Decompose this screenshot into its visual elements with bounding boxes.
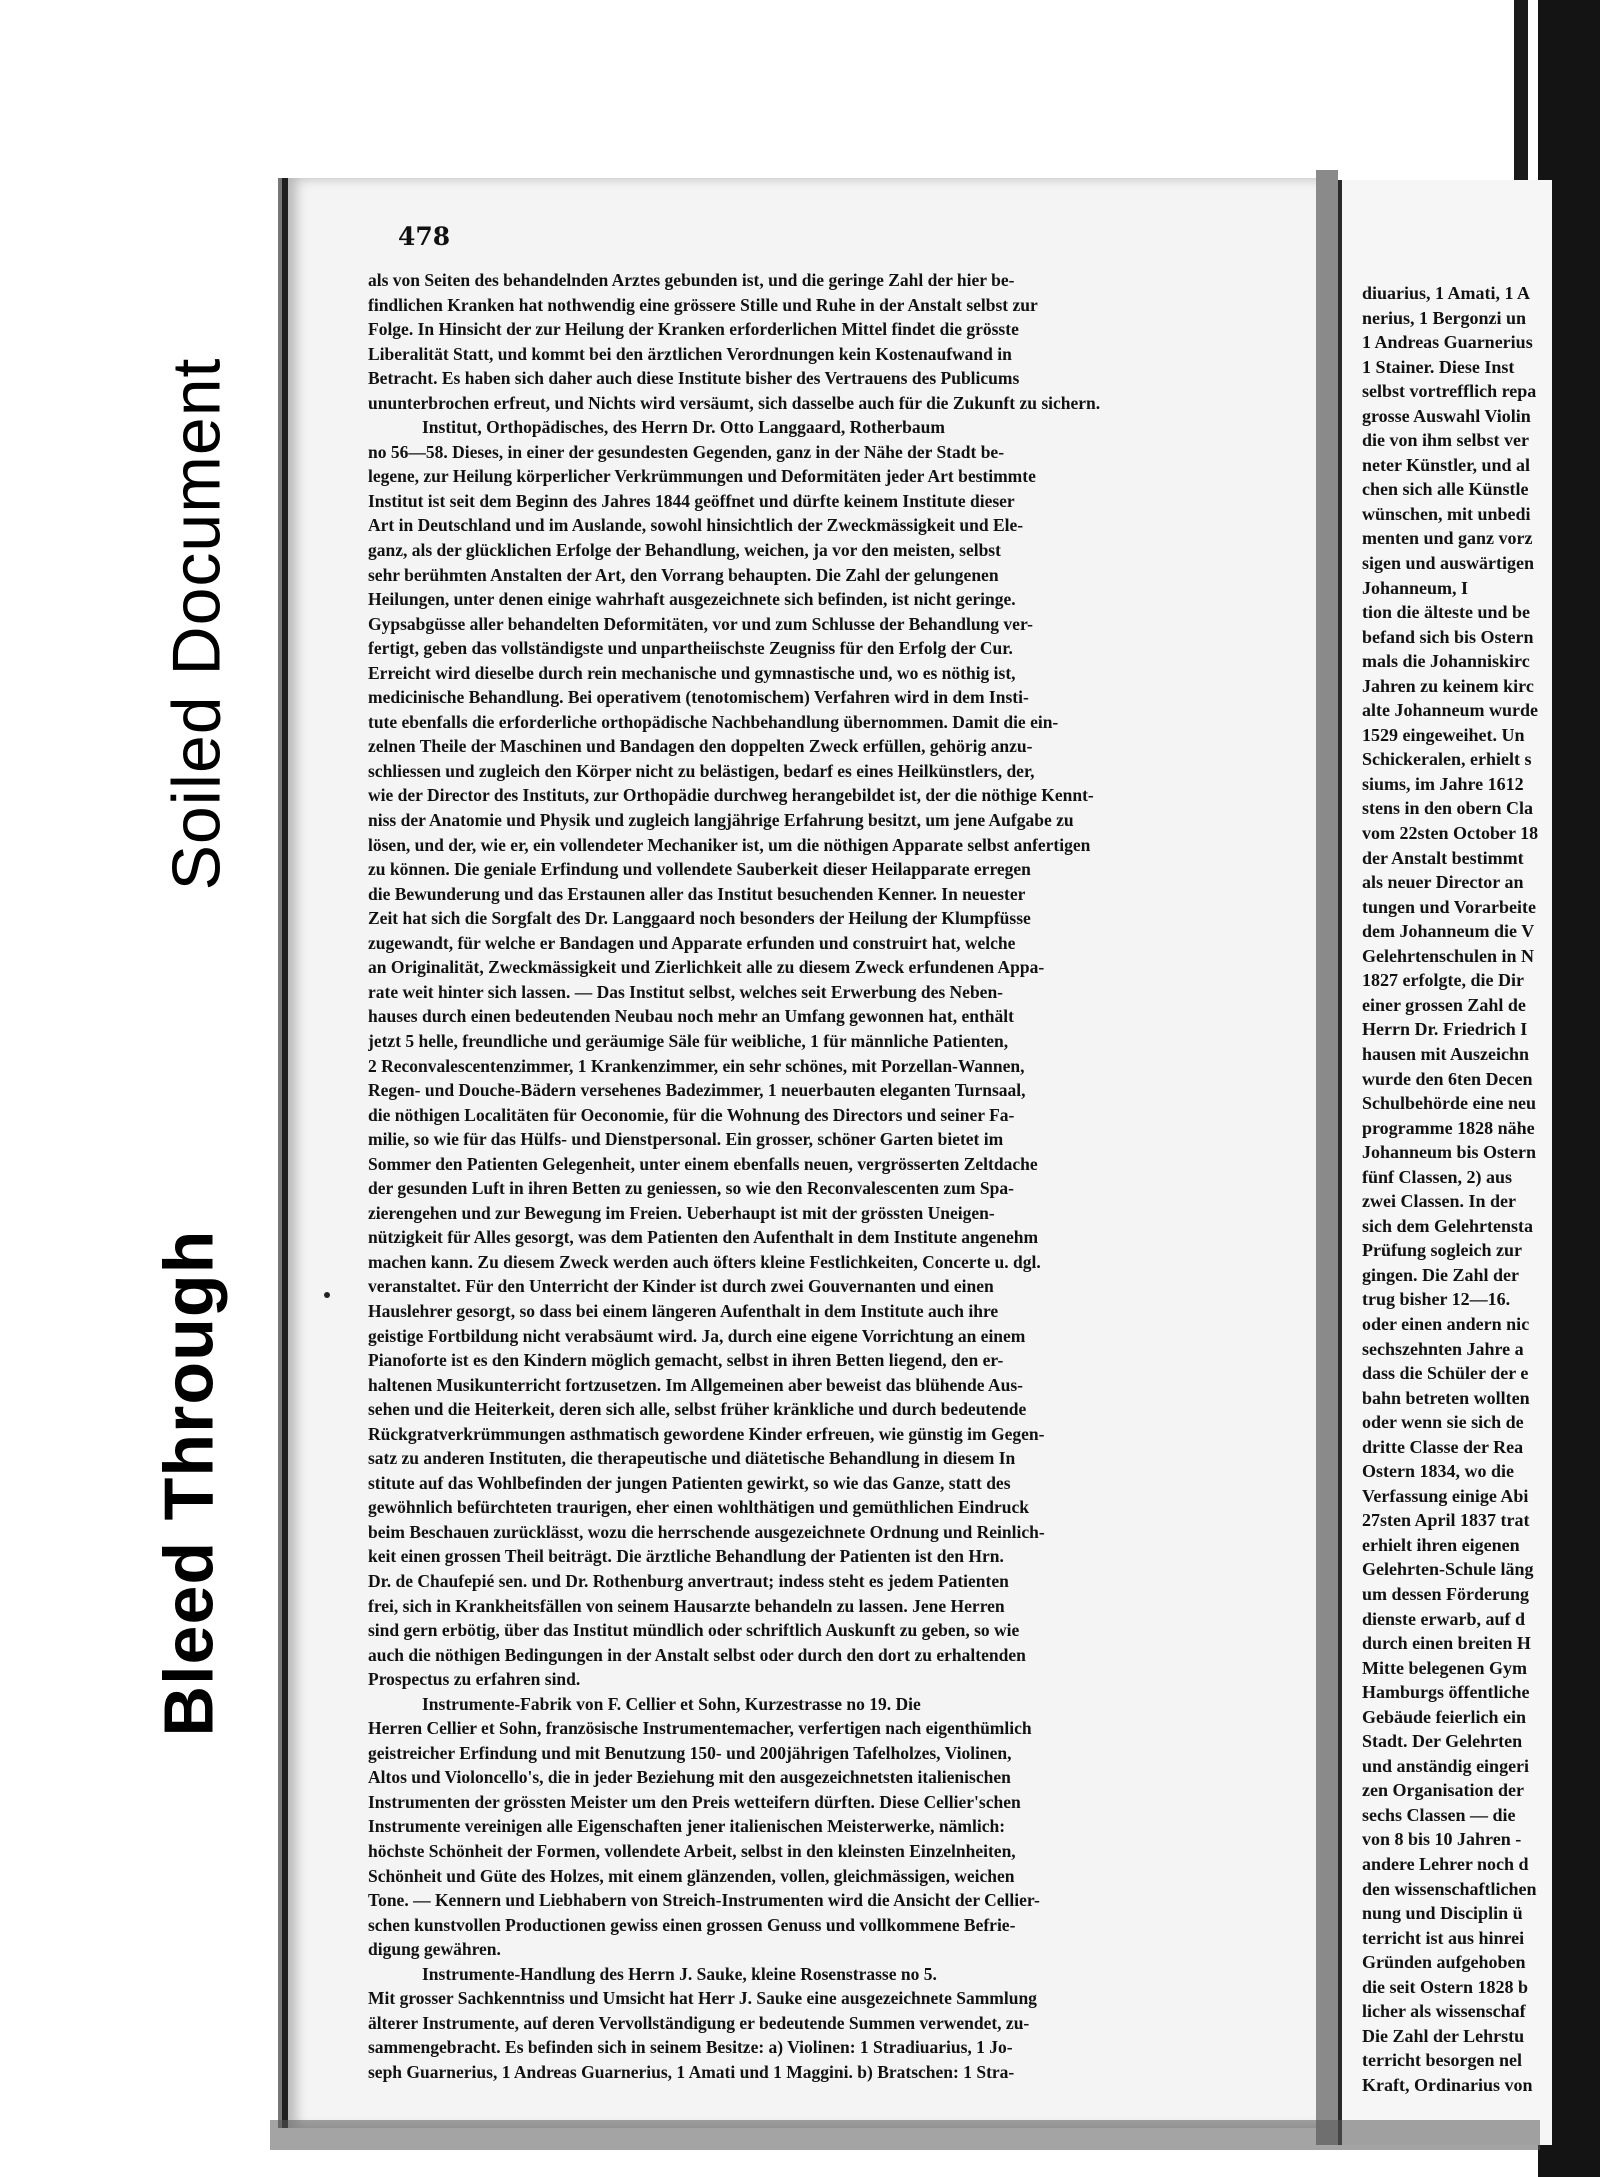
text-line: geistige Fortbildung nicht verabsäumt wird. Ja, durch eine eigene Vorrichtung an einem (368, 1325, 1026, 1346)
main-text-column (368, 268, 1280, 2084)
text-line: ganz, als der glücklichen Erfolge der Behandlung, weichen, ja vor den meisten, selbst (368, 540, 1001, 561)
text-line: zierengehen und zur Bewegung im Freien. Ueberhaupt ist mit der grössten Uneigen- (368, 1202, 995, 1223)
text-line: beim Beschauen zurücklässt, wozu die herrschende ausgezeichnete Ordnung und Reinlich- (368, 1521, 1045, 1542)
right-text-line: licher als wissenschaf (1362, 2001, 1526, 2022)
text-line: Herren Cellier et Sohn, französische Instrumentemacher, verfertigen nach eigenthümlich (368, 1718, 1032, 1739)
right-text-line: 1 Andreas Guarnerius (1362, 332, 1533, 353)
right-text-line: bahn betreten wollten (1362, 1387, 1530, 1408)
right-text-line: Hamburgs öffentliche (1362, 1682, 1530, 1703)
right-text-line: Die Zahl der Lehrstu (1362, 2025, 1525, 2046)
right-text-line: von 8 bis 10 Jahren - (1362, 1829, 1522, 1850)
right-text-line: siums, im Jahre 1612 (1362, 773, 1524, 794)
text-line: Pianoforte ist es den Kindern möglich gemacht, selbst in ihren Betten liegend, den er- (368, 1350, 1004, 1371)
right-text-line: andere Lehrer noch d (1362, 1854, 1529, 1874)
ink-speck (324, 1292, 330, 1298)
text-line: Dr. de Chaufepié sen. und Dr. Rothenburg anvertraut; indess steht es jedem Patienten (368, 1570, 1009, 1591)
right-text-line: Gebäude feierlich ein (1362, 1706, 1526, 1727)
right-page (1338, 180, 1552, 2145)
right-text-line: Gelehrten-Schule läng (1362, 1559, 1534, 1580)
right-text-line: Prüfung sogleich zur (1362, 1240, 1522, 1261)
text-line: sind gern erbötig, über das Institut mündlich oder schriftlich Auskunft zu geben, so wie (368, 1620, 1020, 1641)
right-text-line: trug bisher 12—16. (1362, 1289, 1511, 1310)
right-text-line: tungen und Vorarbeite (1362, 896, 1537, 917)
text-line: zelnen Theile der Maschinen und Bandagen den doppelten Zweck erfüllen, gehörig anzu- (368, 736, 1033, 757)
soiled-document-label (132, 318, 260, 930)
text-line: lösen, und der, wie er, ein vollendeter Mechaniker ist, um die nöthigen Apparate selbst anfertigen (368, 834, 1091, 855)
text-line: Altos und Violoncello's, die in jeder Beziehung mit den ausgezeichnetsten italienischen (368, 1767, 1011, 1788)
right-text-line: dienste erwarb, auf d (1362, 1608, 1525, 1629)
text-line: rate weit hinter sich lassen. — Das Institut selbst, welches seit Erwerbung des Neben- (368, 981, 1003, 1002)
text-line: die Bewunderung und das Erstaunen aller das Institut besuchenden Kenner. In neuester (368, 883, 1026, 904)
right-text-line: programme 1828 nähe (1362, 1117, 1535, 1138)
right-text-line: 1827 erfolgte, die Dir (1362, 970, 1524, 991)
right-text-line: selbst vortrefflich repa (1362, 381, 1537, 402)
text-line: als von Seiten des behandelnden Arztes gebunden ist, und die geringe Zahl der hier be- (368, 270, 1015, 290)
right-text-line: einer grossen Zahl de (1362, 994, 1526, 1015)
text-line: 2 Reconvalescentenzimmer, 1 Krankenzimmer, ein sehr schönes, mit Porzellan-Wannen, (368, 1055, 1025, 1076)
right-text-line: chen sich alle Künstle (1362, 479, 1529, 500)
right-text-line: diuarius, 1 Amati, 1 A (1362, 283, 1531, 303)
right-text-line: terricht ist aus hinrei (1362, 1927, 1525, 1948)
text-line: haltenen Musikunterricht fortzusetzen. Im Allgemeinen aber beweist das blühende Aus- (368, 1374, 1023, 1395)
right-text-line: Gründen aufgehoben (1362, 1952, 1526, 1973)
text-line: gewöhnlich befürchteten traurigen, eher einen wohlthätigen und gemüthlichen Eindruck (368, 1497, 1029, 1518)
text-line: jetzt 5 helle, freundliche und geräumige Säle für weibliche, 1 für männliche Patienten, (368, 1030, 1009, 1051)
scan-edge-shadow-small (1514, 0, 1528, 190)
text-line: geistreicher Erfindung und mit Benutzung 150- und 200jährigen Tafelholzes, Violinen, (368, 1742, 1012, 1763)
text-line: Institut ist seit dem Beginn des Jahres 1844 geöffnet und dürfte keinem Institute dieser (368, 490, 1015, 511)
text-line: digung gewähren. (368, 1939, 501, 1960)
right-text-line: gingen. Die Zahl der (1362, 1264, 1520, 1285)
text-line: Tone. — Kennern und Liebhabern von Streich-Instrumenten wird die Ansicht der Cellier- (368, 1890, 1040, 1911)
text-line: Instrumente-Fabrik von F. Cellier et Sohn, Kurzestrasse no 19. Die (422, 1693, 921, 1714)
text-line: Liberalität Statt, und kommt bei den ärztlichen Verordnungen kein Kostenaufwand in (368, 343, 1012, 364)
text-line: Art in Deutschland und im Auslande, sowohl hinsichtlich der Zweckmässigkeit und Ele- (368, 515, 1024, 536)
text-line: tute ebenfalls die erforderliche orthopädische Nachbehandlung übernommen. Damit die ein- (368, 711, 1059, 732)
right-text-line: wünschen, mit unbedi (1362, 503, 1531, 524)
right-text-line: den wissenschaftlichen (1362, 1878, 1537, 1899)
text-line: satz zu anderen Instituten, die therapeutische und diätetische Behandlung in diesem In (368, 1448, 1016, 1469)
right-text-line: Ostern 1834, wo die (1362, 1461, 1514, 1482)
right-text-line: vom 22sten October 18 (1362, 823, 1539, 844)
text-line: fertigt, geben das vollständigste und unpartheiischste Zeugniss für den Erfolg der Cur. (368, 638, 1013, 659)
right-text-line: fünf Classen, 2) aus (1362, 1166, 1513, 1187)
text-line: veranstaltet. Für den Unterricht der Kinder ist durch zwei Gouvernanten und einen (368, 1276, 994, 1297)
text-line: schen kunstvollen Productionen gewiss einen grossen Genuss und vollkommene Befrie- (368, 1914, 1016, 1935)
text-line: Prospectus zu erfahren sind. (368, 1669, 581, 1690)
right-text-line: sechs Classen — die (1362, 1804, 1516, 1825)
right-text-line: und anständig eingeri (1362, 1755, 1530, 1776)
text-line: Gypsabgüsse aller behandelten Deformitäten, vor und zum Schlusse der Behandlung ver- (368, 613, 1033, 634)
text-line: ununterbrochen erfreut, und Nichts wird versäumt, sich dasselbe auch für die Zukunft zu sichern. (368, 392, 1101, 413)
right-text-line: neter Künstler, und al (1362, 454, 1531, 475)
text-line: stitute auf das Wohlbefinden der jungen Patienten gewirkt, so wie das Ganze, statt des (368, 1472, 1011, 1493)
right-text-line: nung und Disciplin ü (1362, 1903, 1523, 1924)
text-line: legene, zur Heilung körperlicher Verkrümmungen und Deformitäten jeder Art bestimmte (368, 466, 1036, 487)
text-line: höchste Schönheit der Formen, vollendete Arbeit, selbst in den kleinsten Einzelnheiten, (368, 1841, 1016, 1861)
right-text-line: erhielt ihren eigenen (1362, 1534, 1520, 1555)
right-text-line: die von ihm selbst ver (1362, 430, 1530, 451)
right-text-line: Johanneum bis Ostern (1362, 1142, 1537, 1163)
right-text-line: Verfassung einige Abi (1362, 1485, 1529, 1506)
bleed-through-label-text: Bleed Through (149, 1229, 227, 1737)
text-line: Instrumenten der grössten Meister um den Preis wetteifern dürften. Diese Cellier'schen (368, 1791, 1021, 1812)
right-text-line: 1529 eingeweihet. Un (1362, 724, 1525, 745)
right-text-line: durch einen breiten H (1362, 1633, 1531, 1654)
right-text-line: Stadt. Der Gelehrten (1362, 1731, 1523, 1752)
text-line: seph Guarnerius, 1 Andreas Guarnerius, 1 Amati und 1 Maggini. b) Bratschen: 1 Stra- (368, 2061, 1015, 2082)
text-line: Zeit hat sich die Sorgfalt des Dr. Langgaard noch besonders der Heilung der Klumpfüsse (368, 908, 1031, 929)
text-line: der gesunden Luft in ihren Betten zu geniessen, so wie den Reconvalescenten zum Spa- (368, 1178, 1014, 1199)
right-text-line: sigen und auswärtigen (1362, 553, 1535, 574)
right-text-line: Herrn Dr. Friedrich I (1362, 1019, 1528, 1040)
text-line: findlichen Kranken hat nothwendig eine grössere Stille und Ruhe in der Anstalt selbst zur (368, 294, 1038, 315)
text-line: Sommer den Patienten Gelegenheit, unter einem ebenfalls neuen, vergrösserten Zeltdache (368, 1153, 1038, 1174)
text-line: Rückgratverkrümmungen asthmatisch gewordene Kinder erfreuen, wie günstig im Gegen- (368, 1423, 1045, 1444)
right-text-line: stens in den obern Cla (1362, 798, 1534, 819)
right-text-line: nerius, 1 Bergonzi un (1362, 307, 1527, 328)
text-line: sammengebracht. Es befinden sich in seinem Besitze: a) Violinen: 1 Stradiuarius, 1 Jo- (368, 2037, 1013, 2058)
right-text-line: um dessen Förderung (1362, 1583, 1530, 1604)
right-text-line: die seit Ostern 1828 b (1362, 1976, 1528, 1997)
right-text-line: Gelehrtenschulen in N (1362, 945, 1535, 966)
right-text-line: zwei Classen. In der (1362, 1191, 1516, 1212)
text-line: Betracht. Es haben sich daher auch diese Institute bisher des Vertrauens des Publicums (368, 368, 1020, 389)
text-line: no 56—58. Dieses, in einer der gesundesten Gegenden, ganz in der Nähe der Stadt be- (368, 441, 1005, 462)
right-text-line: menten und ganz vorz (1362, 528, 1533, 549)
text-line: Erreicht wird dieselbe durch rein mechanische und gymnastische und, wo es nöthig ist, (368, 662, 1016, 683)
text-line: die nöthigen Localitäten für Oeconomie, für die Wohnung des Directors und seiner Fa- (368, 1104, 1015, 1125)
left-page (282, 178, 1322, 2128)
text-line: zu können. Die geniale Erfindung und vollendete Sauberkeit dieser Heilapparate erregen (368, 859, 1031, 880)
right-text-line: der Anstalt bestimmt (1362, 847, 1524, 868)
right-text-line: dritte Classe der Rea (1362, 1436, 1524, 1457)
right-text-line: mals die Johanniskirc (1362, 651, 1530, 672)
text-line: Instrumente vereinigen alle Eigenschaften jener italienischen Meisterwerke, nämlich: (368, 1816, 1006, 1837)
text-line: wie der Director des Instituts, zur Orthopädie durchweg herangebildet ist, der die nöthige Kennt- (368, 785, 1094, 806)
text-line: auch die nöthigen Bedingungen in der Anstalt selbst oder durch den dort zu erhaltenden (368, 1644, 1026, 1665)
right-text-line: tion die älteste und be (1362, 602, 1531, 623)
right-text-line: oder wenn sie sich de (1362, 1412, 1524, 1433)
right-text-line: dass die Schüler der e (1362, 1363, 1529, 1384)
text-line: älterer Instrumente, auf deren Vervollständigung er bedeutende Summen verwendet, zu- (368, 2012, 1030, 2033)
right-text-line: Kraft, Ordinarius von (1362, 2074, 1533, 2095)
text-line: frei, sich in Krankheitsfällen von seinem Hausarzte behandeln zu lassen. Jene Herren (368, 1595, 1005, 1616)
text-line: schliessen und zugleich den Körper nicht zu belästigen, bedarf es eines Heilkünstlers, der, (368, 760, 1035, 781)
right-text-line: Mitte belegenen Gym (1362, 1657, 1527, 1678)
right-text-line: oder einen andern nic (1362, 1313, 1530, 1334)
text-line: Institut, Orthopädisches, des Herrn Dr. Otto Langgaard, Rotherbaum (422, 417, 945, 438)
right-text-line: terricht besorgen nel (1362, 2050, 1522, 2071)
text-line: machen kann. Zu diesem Zweck werden auch öfters kleine Festlichkeiten, Concerte u. dgl. (368, 1251, 1041, 1272)
right-text-column (1362, 281, 1552, 2097)
right-text-line: 1 Stainer. Diese Inst (1362, 356, 1515, 377)
text-line: an Originalität, Zweckmässigkeit und Zierlichkeit alle zu diesem Zweck erfundenen Appa- (368, 957, 1045, 978)
right-text-line: alte Johanneum wurde (1362, 700, 1539, 721)
right-text-line: Schulbehörde eine neu (1362, 1093, 1537, 1114)
text-line: niss der Anatomie und Physik und zugleich langjährige Erfahrung besitzt, um jene Aufgabe zu (368, 810, 1074, 831)
right-text-line: sechszehnten Jahre a (1362, 1338, 1524, 1359)
right-text-line: zen Organisation der (1362, 1780, 1524, 1801)
right-text-line: wurde den 6ten Decen (1362, 1068, 1533, 1089)
page-number: 478 (398, 222, 451, 251)
bleed-through-label (108, 1170, 268, 1796)
right-text-line: Jahren zu keinem kirc (1362, 675, 1534, 696)
text-line: Hauslehrer gesorgt, so dass bei einem längeren Aufenthalt in dem Institute auch ihre (368, 1300, 999, 1321)
right-text-line: hausen mit Auszeichn (1362, 1043, 1530, 1064)
text-line: nützigkeit für Alles gesorgt, was dem Patienten den Aufenthalt in dem Institute angenehm (368, 1227, 1039, 1248)
right-text-line: Johanneum, I (1362, 577, 1469, 598)
text-line: milie, so wie für das Hülfs- und Dienstpersonal. Ein grosser, schöner Garten bietet im (368, 1129, 1004, 1150)
text-line: Schönheit und Güte des Holzes, mit einem glänzenden, vollen, gleichmässigen, weichen (368, 1865, 1015, 1886)
page-bottom-shadow (270, 2120, 1540, 2150)
right-text-line: befand sich bis Ostern (1362, 626, 1534, 647)
text-line: Regen- und Douche-Bädern versehenes Badezimmer, 1 neuerbauten eleganten Turnsaal, (368, 1080, 1026, 1101)
text-line: sehr berühmten Anstalten der Art, den Vorrang behaupten. Die Zahl der gelungenen (368, 564, 999, 585)
right-text-line: als neuer Director an (1362, 872, 1524, 893)
text-line: Instrumente-Handlung des Herrn J. Sauke, kleine Rosenstrasse no 5. (422, 1963, 937, 1984)
right-text-line: sich dem Gelehrtensta (1362, 1215, 1533, 1236)
right-text-line: dem Johanneum die V (1362, 921, 1535, 942)
right-text-line: grosse Auswahl Violin (1362, 405, 1531, 426)
soiled-document-label-text: Soiled Document (158, 357, 234, 891)
text-line: zugewandt, für welche er Bandagen und Apparate erfunden und construirt hat, welche (368, 932, 1016, 953)
text-line: hauses durch einen bedeutenden Neubau noch mehr an Umfang gewonnen hat, enthält (368, 1006, 1014, 1027)
text-line: medicinische Behandlung. Bei operativem (tenotomischem) Verfahren wird in dem Insti- (368, 687, 1029, 708)
right-text-line: 27sten April 1837 trat (1362, 1510, 1530, 1531)
text-line: keit einen grossen Theil beiträgt. Die ärztliche Behandlung der Patienten ist den Hrn. (368, 1546, 1004, 1567)
text-line: Folge. In Hinsicht der zur Heilung der Kranken erforderlichen Mittel findet die grösste (368, 319, 1019, 340)
right-text-line: Schickeralen, erhielt s (1362, 749, 1532, 770)
text-line: Heilungen, unter denen einige wahrhaft ausgezeichnete sich befinden, ist nicht geringe. (368, 589, 1016, 610)
text-line: sehen und die Heiterkeit, deren sich alle, selbst früher kränkliche und durch bedeutende (368, 1399, 1027, 1420)
book-gutter (1316, 170, 1338, 2145)
text-line: Mit grosser Sachkenntniss und Umsicht hat Herr J. Sauke eine ausgezeichnete Sammlung (368, 1988, 1037, 2009)
